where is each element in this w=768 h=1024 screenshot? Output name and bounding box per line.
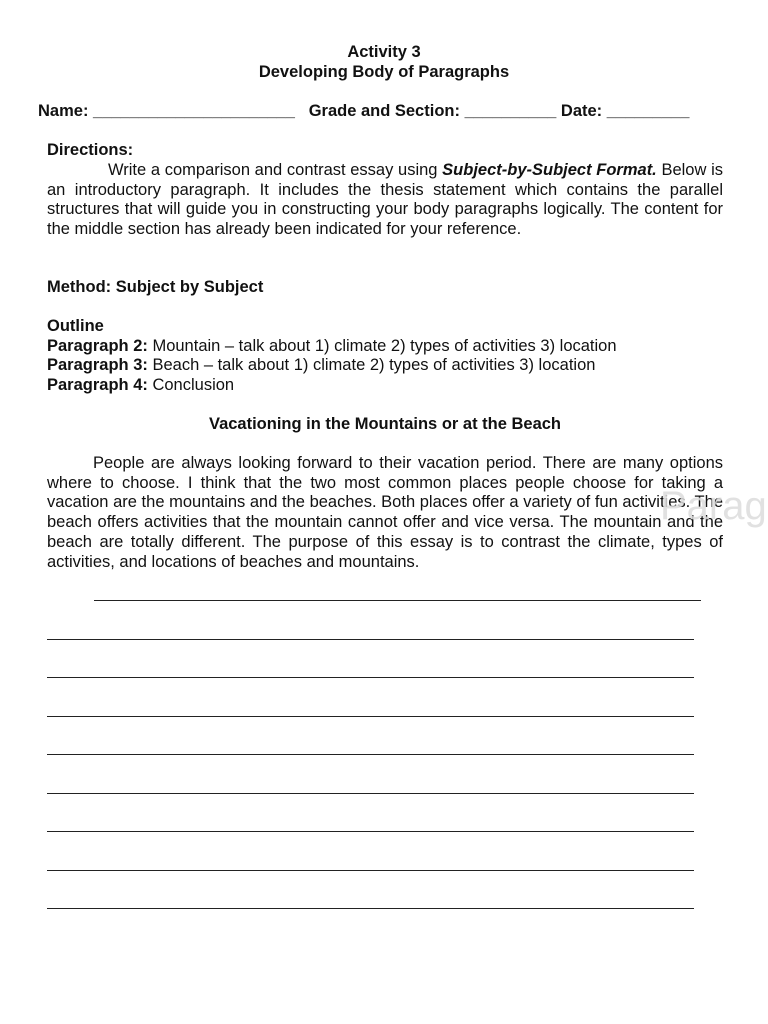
directions-text-start: Write a comparison and contrast essay using	[108, 161, 443, 179]
name-blank: ______________________	[93, 102, 295, 120]
student-info-row	[38, 102, 689, 121]
outline-item-label: Paragraph 2:	[47, 336, 148, 355]
outline-item	[47, 356, 723, 376]
grade-section-blank: __________	[464, 102, 557, 120]
answer-line[interactable]	[47, 639, 694, 640]
outline-item-text: Conclusion	[147, 376, 235, 395]
watermark-text: Parag	[660, 484, 767, 528]
outline-item	[47, 376, 723, 396]
outline-item-label: Paragraph 3:	[47, 356, 148, 375]
date-label: Date:	[560, 102, 603, 120]
activity-title: Activity 3	[347, 43, 421, 61]
directions-text	[47, 161, 723, 240]
grade-section-label: Grade and Section:	[308, 102, 460, 120]
outline-item-label: Paragraph 4:	[47, 376, 148, 395]
outline-item-text: Beach – talk about 1) climate 2) types of activities 3) location	[147, 356, 596, 375]
directions-emphasis: Subject-by-Subject Format.	[442, 161, 657, 179]
directions-heading: Directions:	[47, 141, 134, 159]
answer-line[interactable]	[47, 677, 694, 678]
outline-item	[47, 337, 723, 357]
answer-line[interactable]	[47, 908, 694, 909]
answer-line[interactable]	[94, 600, 701, 601]
directions-text-end: Below is an introductory paragraph. It includes the thesis statement which contains the parallel structures that will guide you in constructing your body paragraphs logically. The content for the middle section has already been indicated for your reference.	[47, 161, 723, 239]
date-blank: _________	[606, 102, 690, 120]
intro-paragraph: People are always looking forward to their vacation period. There are many options where to choose. I think that the two most common places people choose for taking a vacation are the mountains and the beaches. Both places offer a variety of fun activities. The beach offers activities that the mountain cannot offer and vice versa. The mountain and the beach are totally different. The purpose of this essay is to contrast the climate, types of activities, and locations of beaches and mountains.	[47, 454, 723, 571]
outline-heading: Outline	[47, 317, 104, 335]
outline-section	[47, 317, 723, 396]
essay-title: Vacationing in the Mountains or at the Beach	[208, 415, 562, 433]
answer-line[interactable]	[47, 793, 694, 794]
answer-line[interactable]	[47, 831, 694, 832]
outline-item-text: Mountain – talk about 1) climate 2) types of activities 3) location	[147, 336, 617, 355]
activity-subtitle: Developing Body of Paragraphs	[258, 63, 510, 81]
answer-line[interactable]	[47, 754, 694, 755]
name-label: Name:	[38, 102, 89, 120]
answer-line[interactable]	[47, 716, 694, 717]
answer-line[interactable]	[47, 870, 694, 871]
method-line: Method: Subject by Subject	[47, 278, 264, 296]
